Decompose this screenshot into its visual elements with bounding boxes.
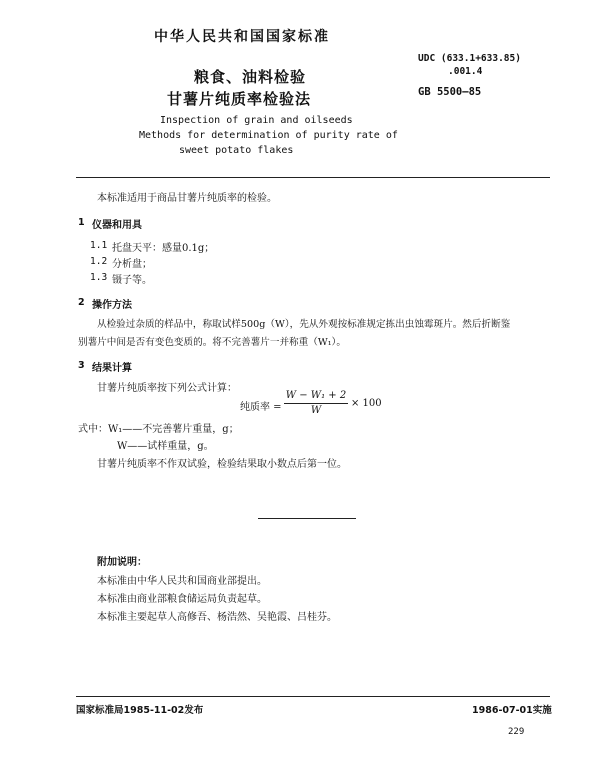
formula-multiplier: × 100: [351, 398, 382, 409]
title-cn-line1: 粮食、油料检验: [194, 68, 307, 86]
item-1-1-number: 1.1: [90, 240, 108, 251]
section-3-heading: 结果计算: [92, 363, 132, 374]
effective-date: 1986-07-01实施: [472, 705, 552, 716]
item-1-3-text: 镊子等。: [112, 275, 152, 286]
item-1-2-number: 1.2: [90, 256, 108, 267]
title-en-line3: sweet potato flakes: [179, 145, 294, 156]
item-1-2-text: 分析盘；: [112, 259, 152, 270]
section-1-number: 1: [78, 217, 85, 228]
udc-code-suffix: .001.4: [448, 66, 483, 77]
item-1-1-text: 托盘天平：感量0.1g；: [112, 243, 215, 254]
formula-fraction: [284, 390, 348, 417]
formula-denominator: W: [310, 405, 322, 416]
title-en-line2: Methods for determination of purity rate of: [139, 130, 398, 141]
appendix-line-3: 本标准主要起草人高修吾、杨浩然、吴艳霞、吕桂芬。: [97, 612, 337, 623]
where-w: W——试样重量，g。: [117, 441, 214, 452]
formula-numerator: W − W₁ + 2: [285, 390, 347, 401]
where-label: 式中：: [78, 424, 108, 435]
udc-code: UDC (633.1+633.85): [418, 53, 521, 64]
title-en-line1: Inspection of grain and oilseeds: [160, 115, 353, 126]
scope-statement: 本标准适用于商品甘薯片纯质率的检验。: [97, 193, 277, 204]
item-1-3-number: 1.3: [90, 272, 108, 283]
formula-lhs: 纯质率 =: [240, 402, 282, 413]
result-note: 甘薯片纯质率不作双试验，检验结果取小数点后第一位。: [97, 459, 347, 470]
section-2-number: 2: [78, 297, 85, 308]
footer-divider: [76, 696, 550, 697]
section-1-heading: 仪器和用具: [92, 220, 142, 231]
section-3-number: 3: [78, 360, 85, 371]
header-divider: [76, 177, 550, 178]
national-standard-title: 中华人民共和国国家标准: [154, 29, 330, 45]
appendix-line-2: 本标准由商业部粮食储运局负责起草。: [97, 594, 267, 605]
formula-intro: 甘薯片纯质率按下列公式计算：: [97, 383, 237, 394]
issue-date: 国家标准局1985-11-02发布: [76, 705, 204, 716]
section-2-heading: 操作方法: [92, 300, 132, 311]
title-cn-line2: 甘薯片纯质率检验法: [167, 90, 312, 108]
appendix-heading: 附加说明：: [97, 557, 147, 568]
appendix-line-1: 本标准由中华人民共和国商业部提出。: [97, 576, 267, 587]
section-end-rule: [258, 518, 356, 519]
gb-number: GB 5500—85: [418, 86, 482, 98]
procedure-line-1: 从检验过杂质的样品中，称取试样500g（W），先从外观按标准规定拣出虫蚀霉斑片。然后折断鉴: [97, 319, 511, 330]
where-w1: W₁——不完善薯片重量，g；: [108, 424, 239, 435]
fraction-bar: [284, 403, 348, 404]
page-number: 229: [508, 727, 525, 737]
procedure-line-2: 别薯片中间是否有变色变质的。将不完善薯片一并称重（W₁）。: [78, 337, 346, 348]
